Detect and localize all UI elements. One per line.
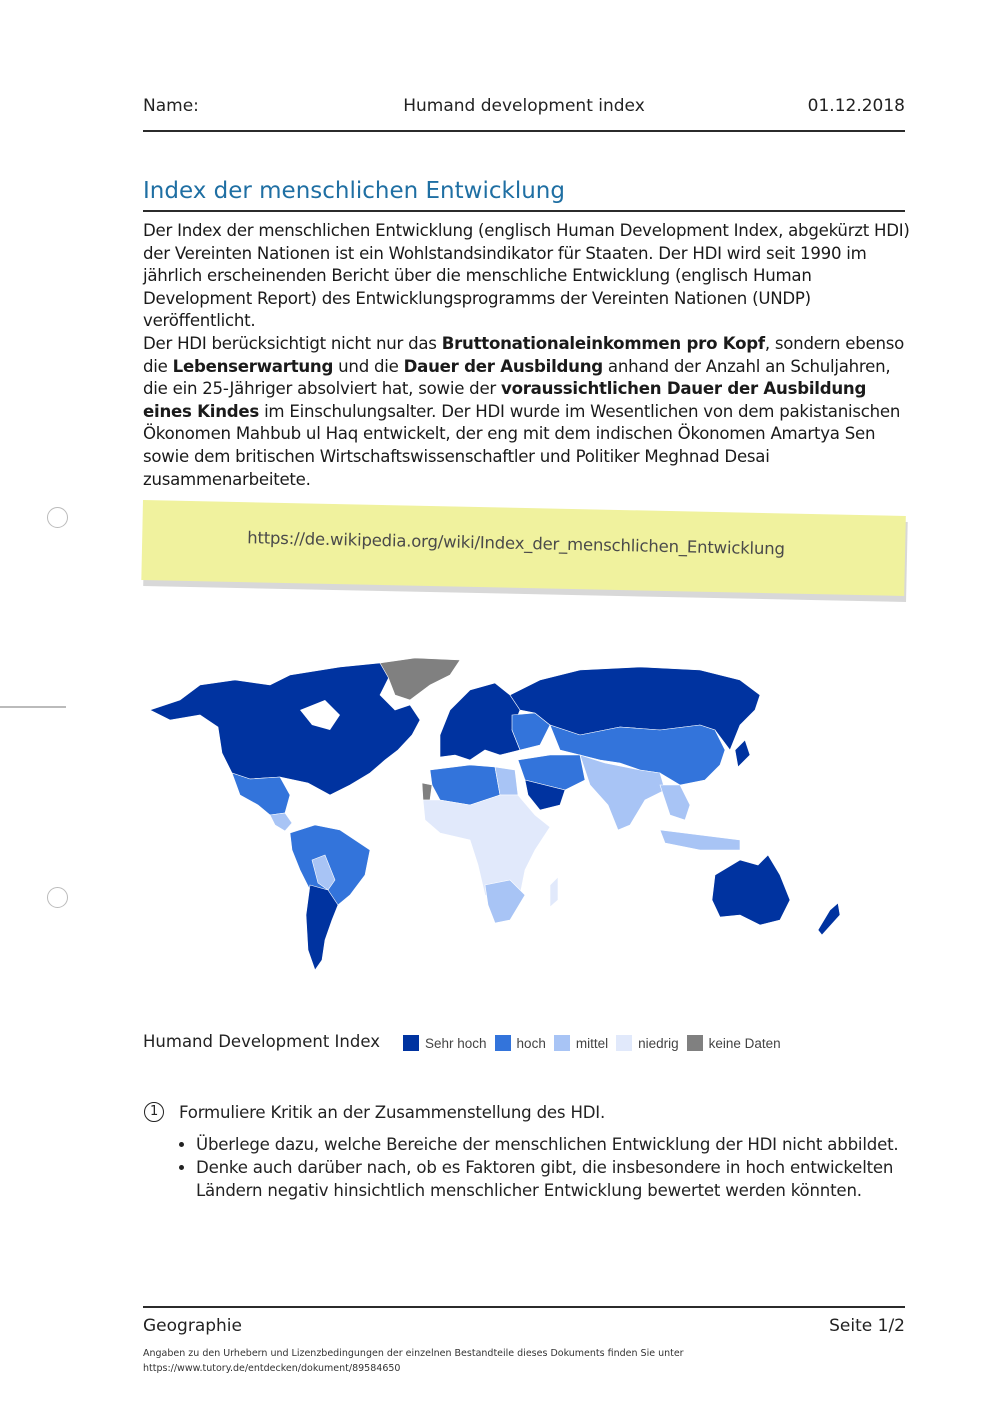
- task-bullet: • Überlege dazu, welche Bereiche der menschlichen Entwicklung der HDI nicht abbildet.: [196, 1133, 926, 1156]
- map-japan: [735, 740, 750, 767]
- map-western-sahara: [422, 783, 432, 800]
- footer-page-number: Seite 1/2: [829, 1316, 905, 1336]
- p2-text: Der HDI berücksichtigt nicht nur das: [143, 333, 442, 353]
- license-note: [143, 1346, 684, 1376]
- legend-items: [403, 1035, 789, 1051]
- legend-swatch: [403, 1035, 419, 1051]
- license-line: Angaben zu den Urhebern und Lizenzbedingungen der einzelnen Bestandteile dieses Dokuments finden Sie unter: [143, 1348, 684, 1359]
- p2-bold-life-expectancy: Lebenserwartung: [172, 356, 334, 376]
- task-bullet: • Denke auch darüber nach, ob es Faktoren gibt, die insbesondere in hoch entwickelten Ländern negativ hinsichtlich menschlicher Entwicklung bewertet werden könnten.: [196, 1156, 926, 1202]
- task-question: Formuliere Kritik an der Zusammenstellung des HDI.: [179, 1103, 606, 1122]
- task-number-icon: 1: [144, 1102, 164, 1122]
- map-indonesia: [660, 830, 740, 850]
- task-bullets: [179, 1133, 926, 1202]
- p2-bold-gni: Bruttonationaleinkommen pro Kopf: [441, 333, 765, 353]
- p2-bold-expected-education: voraussichtlichen Dauer der Ausbildung eines Kindes: [143, 379, 867, 421]
- legend-label: Sehr hoch: [425, 1035, 487, 1051]
- legend-item-low: [616, 1035, 683, 1051]
- source-url[interactable]: https://de.wikipedia.org/wiki/Index_der_menschlichen_Entwicklung: [247, 528, 785, 559]
- legend-item-very-high: [403, 1035, 491, 1051]
- legend-swatch: [616, 1035, 632, 1051]
- punch-hole-icon: [47, 507, 68, 528]
- license-link[interactable]: https://www.tutory.de/entdecken/dokument/89584650: [143, 1363, 401, 1374]
- p2-bold-education-duration: Dauer der Ausbildung: [403, 356, 603, 376]
- document-date: 01.12.2018: [807, 96, 905, 116]
- legend-label: niedrig: [638, 1035, 679, 1051]
- map-europe: [440, 683, 520, 760]
- fold-mark: [0, 706, 66, 708]
- page-header: [143, 94, 905, 132]
- footer-subject: Geographie: [143, 1316, 242, 1336]
- map-north-america: [150, 663, 420, 795]
- map-australia: [712, 855, 790, 925]
- p2-text: im Einschulungsalter. Der HDI wurde im Wesentlichen von dem pakistanischen Ökonomen Mahbub ul Haq entwickelt, der eng mit dem indischen Ökonomen Amartya Sen sowie dem britischen Wirtschaftswissenschaftler und Politiker Meghnad Desai zusammenarbeitete.: [143, 401, 901, 489]
- p2-text: anhand der Anzahl an Schuljahren, die ein 25-Jähriger absolviert hat, sowie der: [143, 356, 891, 399]
- map-southeast-asia: [660, 785, 690, 820]
- punch-hole-icon: [47, 887, 68, 908]
- map-central-america: [270, 813, 292, 831]
- legend-item-medium: [554, 1035, 612, 1051]
- page-footer: [143, 1306, 905, 1374]
- paragraph-1: Der Index der menschlichen Entwicklung (englisch Human Development Index, abgekürzt HDI) der Vereinten Nationen ist ein Wohlstandsindikator für Staaten. Der HDI wird seit 1990 im jährlich erscheinenden Bericht über die menschliche Entwicklung (englisch Human Development Report) des Entwicklungsprogramms der Vereinten Nationen (UNDP) veröffentlicht.: [143, 221, 910, 331]
- p2-text: , sondern ebenso die: [143, 333, 905, 376]
- legend-title: Humand Development Index: [143, 1032, 380, 1051]
- map-madagascar: [550, 877, 558, 907]
- p2-text: und die: [333, 356, 404, 376]
- map-new-zealand: [818, 903, 840, 935]
- paragraph-2: [143, 333, 913, 491]
- legend-item-no-data: [687, 1035, 785, 1051]
- legend-item-high: [495, 1035, 550, 1051]
- map-southern-cone: [306, 885, 338, 970]
- map-greenland: [380, 658, 460, 700]
- legend-swatch: [495, 1035, 511, 1051]
- section-title-bar: [143, 174, 905, 212]
- intro-text: [143, 220, 913, 491]
- legend-label: hoch: [516, 1035, 546, 1051]
- document-title: Humand development index: [403, 96, 645, 116]
- legend-swatch: [554, 1035, 570, 1051]
- legend-label: keine Daten: [708, 1035, 781, 1051]
- source-sticky-note: [141, 500, 906, 596]
- name-label: Name:: [143, 96, 199, 116]
- legend-label: mittel: [575, 1035, 609, 1051]
- section-title: Index der menschlichen Entwicklung: [143, 178, 565, 204]
- legend-swatch: [687, 1035, 703, 1051]
- map-mexico: [232, 773, 290, 815]
- hdi-world-map: [140, 655, 880, 1000]
